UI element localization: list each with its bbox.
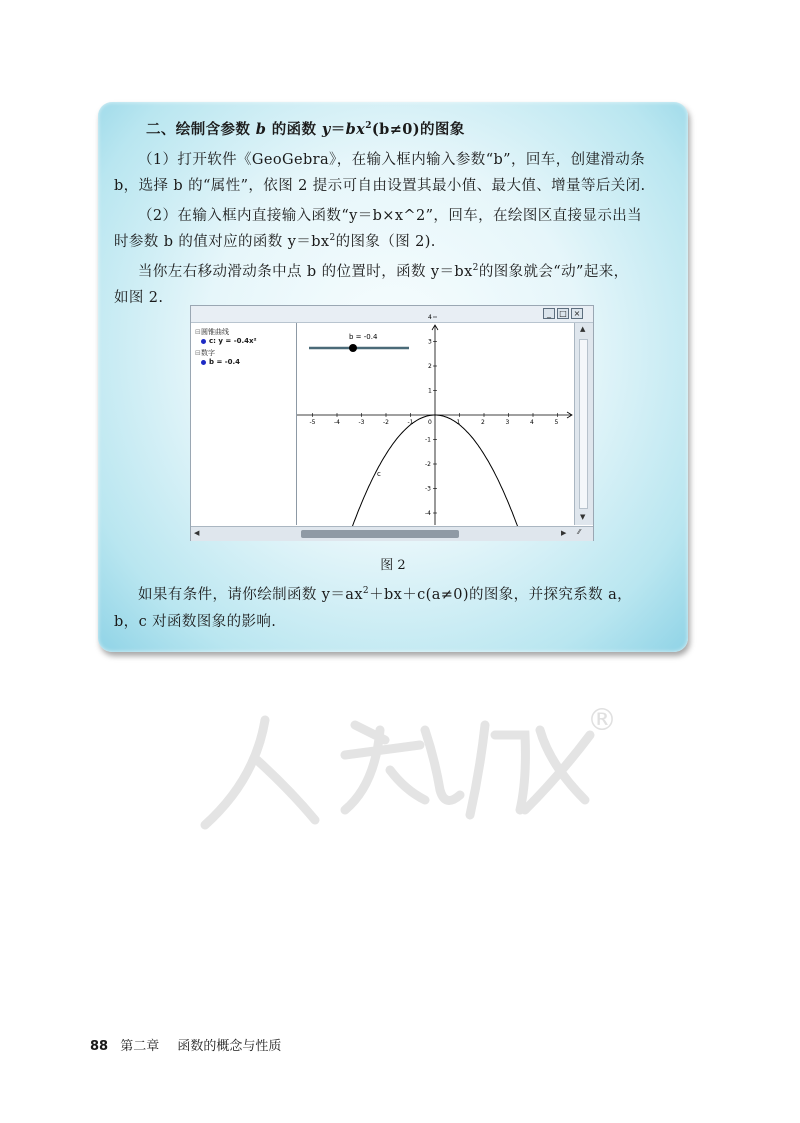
scroll-right-icon[interactable]: ▶ [561, 529, 567, 537]
x-tick-label: 4 [530, 419, 534, 426]
vertical-scroll-thumb[interactable] [579, 339, 588, 509]
para4-line1: 如果有条件，请你绘制函数 $y=ax^2+bx+c(a\ne 0)$的图象，并探究系数 a， [138, 586, 633, 603]
slider-label: b = -0.4 [349, 333, 378, 341]
step2-line2: 时参数 b 的值对应的函数 $y=bx^2$的图象（图 2). [114, 233, 436, 250]
close-button[interactable]: × [571, 308, 583, 319]
minimize-button[interactable]: _ [543, 308, 555, 319]
slider-point[interactable] [349, 344, 357, 352]
x-tick-label: -4 [334, 419, 340, 426]
para4-line2: b，c 对函数图象的影响. [114, 614, 277, 630]
y-tick-label: 2 [428, 363, 432, 370]
step2-line1: （2）在输入框内直接输入函数“y＝b×x^2”，回车，在绘图区直接显示出当 [138, 208, 643, 224]
algebra-category-conics[interactable]: ⊟圆锥曲线 [195, 328, 229, 336]
step1-line2: b，选择 b 的“属性”，依图 2 提示可自由设置其最小值、最大值、增量等后关闭. [114, 178, 646, 194]
y-tick-label: 1 [428, 387, 432, 395]
slider-b[interactable] [309, 333, 409, 352]
graphics-view[interactable] [297, 314, 573, 525]
y-tick-label: -2 [425, 461, 431, 468]
x-tick-label: -3 [358, 419, 365, 426]
geogebra-window [190, 305, 594, 541]
window-titlebar [191, 306, 593, 323]
tree-toggle-icon[interactable]: ⊟ [195, 349, 201, 357]
x-tick-label: 1 [456, 419, 461, 426]
y-tick-label: -1 [425, 436, 431, 444]
figure-caption: 图 2 [380, 558, 406, 573]
y-tick-label: -4 [425, 510, 431, 517]
visibility-dot-icon[interactable] [201, 339, 206, 344]
y-tick-label: 4 [428, 314, 432, 321]
publisher-watermark-logo [195, 690, 615, 840]
para3-line1: 当你左右移动滑动条中点 b 的位置时，函数 $y=bx^2$的图象就会“动”起来， [138, 263, 629, 280]
activity-panel [98, 102, 688, 652]
chapter-title: 函数的概念与性质 [177, 1039, 282, 1054]
x-tick-label: -2 [383, 419, 389, 426]
vertical-scrollbar[interactable] [574, 323, 593, 525]
visibility-dot-icon[interactable] [201, 360, 206, 365]
section-heading: 二、绘制含参数 b 的函数 $y=bx^2(b\ne 0)$的图象 [146, 121, 465, 138]
tree-toggle-icon[interactable]: ⊟ [195, 328, 201, 336]
x-tick-label: 5 [554, 419, 559, 426]
y-tick-label: -3 [425, 485, 431, 493]
chapter-label: 第二章 [120, 1039, 160, 1054]
step1-line1: （1）打开软件《GeoGebra》，在输入框内输入参数“b”，回车，创建滑动条 [138, 152, 646, 168]
page-number: 88 [90, 1039, 109, 1054]
algebra-item-c[interactable]: c: y = -0.4x² [201, 337, 257, 345]
scroll-down-icon[interactable]: ▼ [580, 513, 586, 521]
algebra-view [191, 323, 297, 525]
resize-grip-icon[interactable]: ⁄⁄ [578, 528, 581, 536]
x-tick-label: -5 [309, 419, 316, 426]
para3-line2: 如图 2. [114, 290, 164, 306]
curve-label: c [377, 470, 381, 478]
x-tick-label: -1 [407, 419, 414, 426]
maximize-button[interactable]: □ [557, 308, 569, 319]
x-tick-label: 3 [505, 419, 510, 426]
horizontal-scrollbar[interactable] [191, 526, 593, 541]
scroll-left-icon[interactable]: ◀ [194, 529, 200, 537]
algebra-category-numbers[interactable]: ⊟数字 [195, 349, 215, 357]
registered-mark: ® [587, 703, 617, 738]
y-tick-label: 3 [428, 338, 432, 346]
horizontal-scroll-thumb[interactable] [301, 530, 459, 538]
algebra-item-b[interactable]: b = -0.4 [201, 358, 240, 366]
scroll-up-icon[interactable]: ▲ [580, 325, 586, 333]
page-footer [90, 1035, 281, 1054]
x-tick-label: 2 [481, 419, 485, 426]
x-tick-label: 0 [428, 419, 432, 426]
